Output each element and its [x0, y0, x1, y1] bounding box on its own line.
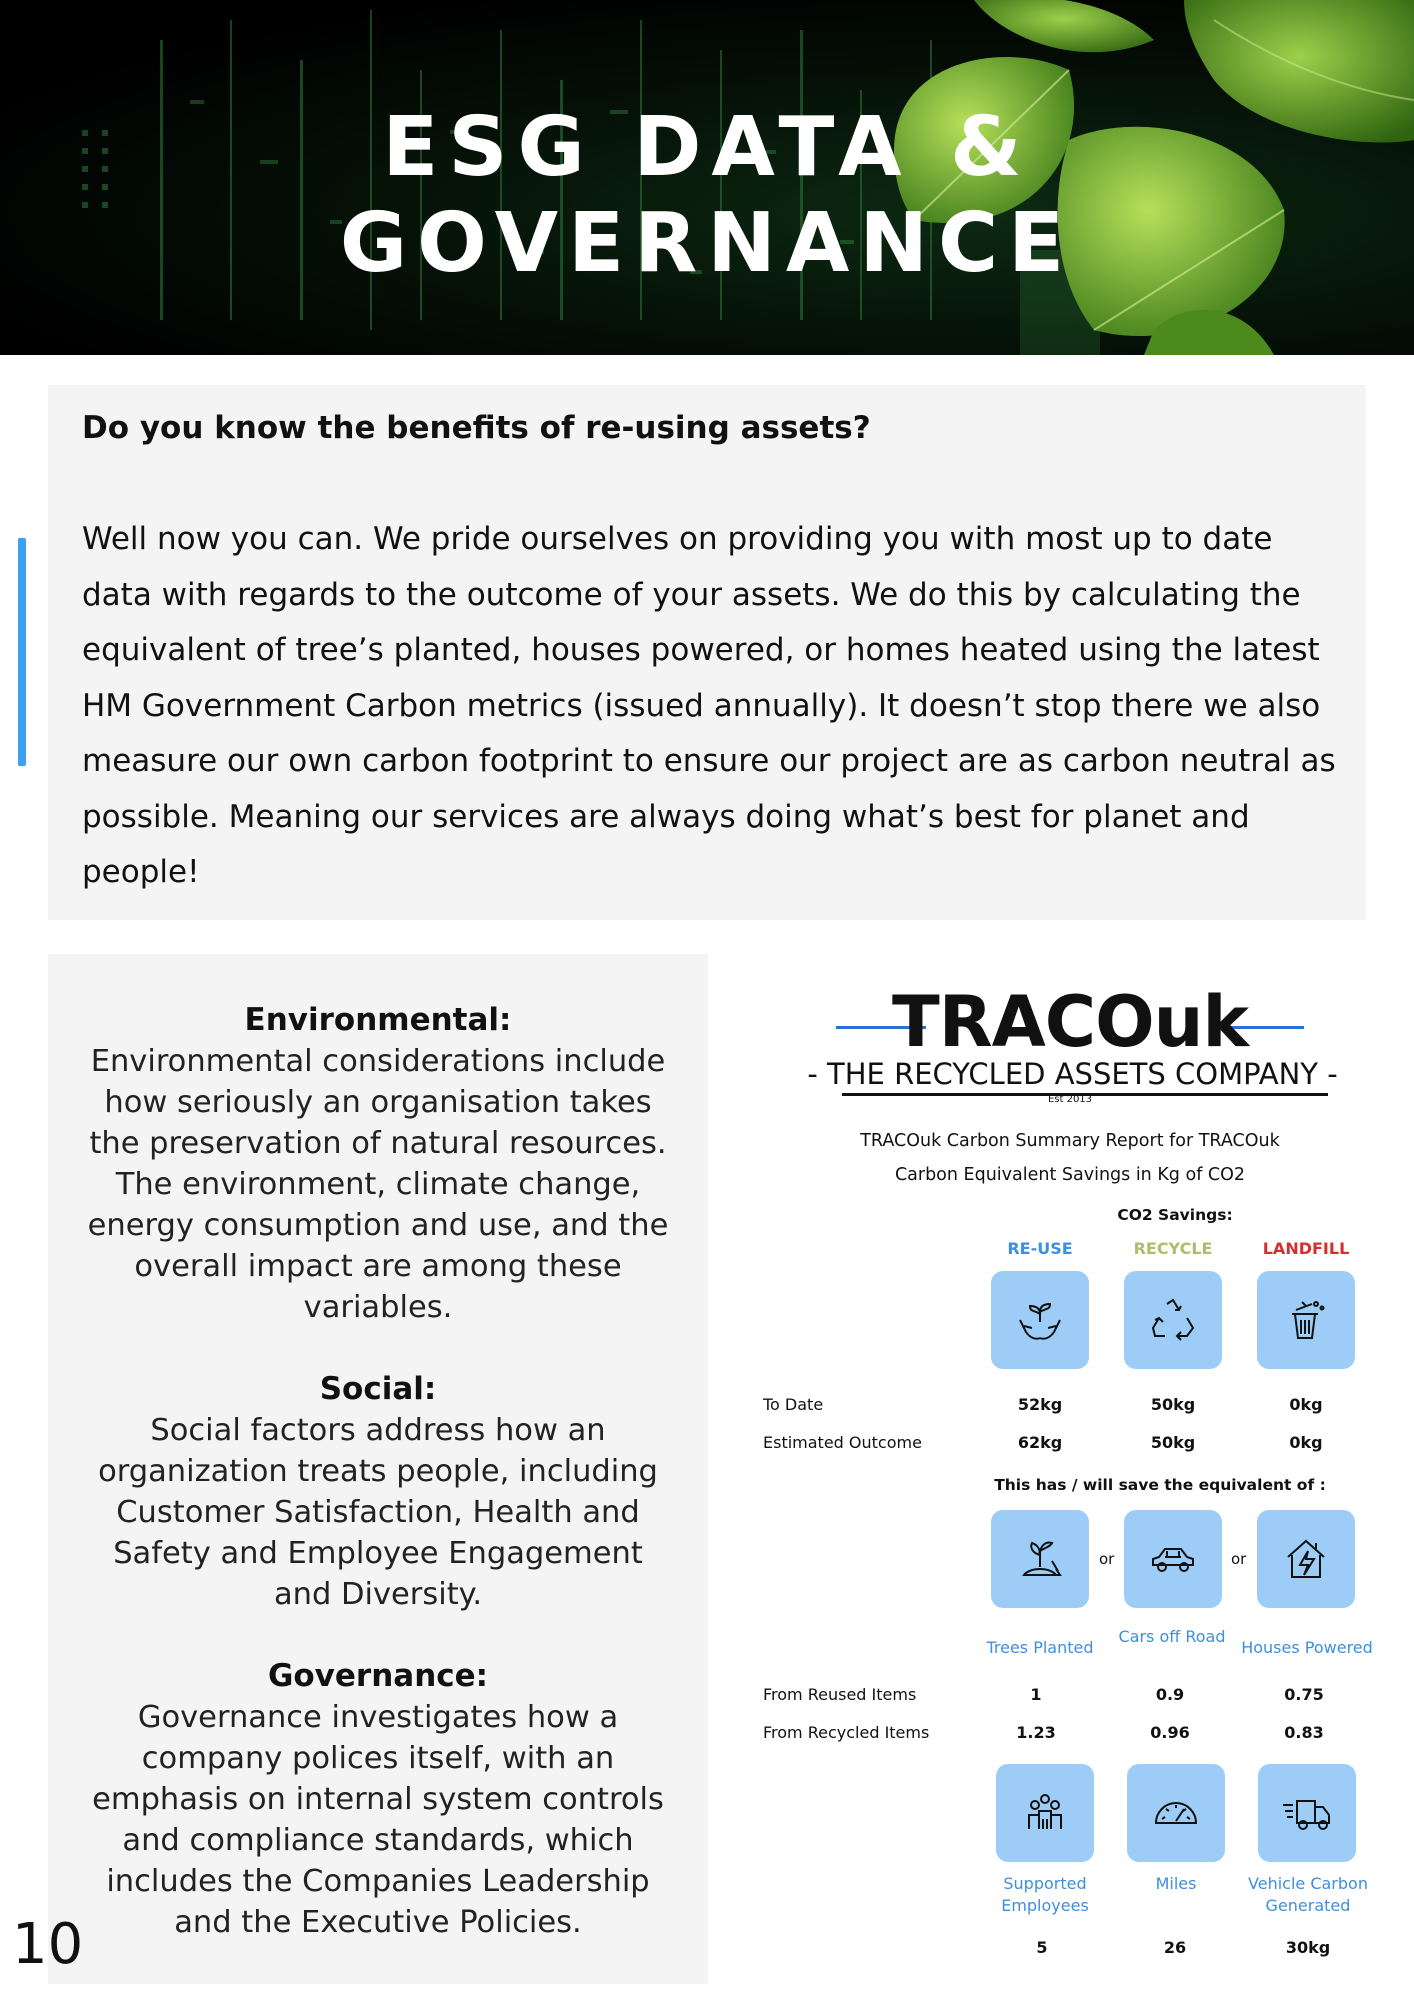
estimated-recycle: 50kg [1150, 1433, 1196, 1452]
column-reuse: RE-USE [1007, 1239, 1073, 1258]
miles-tile [1127, 1764, 1225, 1862]
row-label-to-date: To Date [763, 1395, 824, 1414]
recycled-cars: 0.96 [1150, 1723, 1190, 1742]
social-text: Social factors address how an organization treats people, including Customer Satisfaction, Health and Safety and Employee Engagement and Diversity. [98, 1413, 658, 1612]
to-date-reuse: 52kg [1017, 1395, 1063, 1414]
people-group-icon [1017, 1785, 1073, 1841]
reused-trees: 1 [1030, 1685, 1042, 1704]
row-label-recycled-items: From Recycled Items [763, 1723, 930, 1742]
trash-bin-icon [1278, 1292, 1334, 1348]
caption-houses-powered: Houses Powered [1241, 1638, 1373, 1657]
savings-heading: CO2 Savings: [1117, 1206, 1233, 1224]
governance-heading: Governance: [267, 1658, 489, 1694]
vehicle-carbon-value: 30kg [1285, 1938, 1331, 1957]
employees-value: 5 [1036, 1938, 1048, 1957]
recycle-icon [1145, 1292, 1201, 1348]
delivery-truck-icon [1279, 1785, 1335, 1841]
caption-cars-off-road: Cars off Road [1118, 1627, 1226, 1646]
governance-text: Governance investigates how a company polices itself, with an emphasis on internal system controls and compliance standards, which includes the Companies Leadership and the Executive Policies. [92, 1700, 664, 1940]
reused-houses: 0.75 [1284, 1685, 1324, 1704]
row-label-reused-items: From Reused Items [763, 1685, 917, 1704]
reuse-tile [991, 1271, 1089, 1369]
caption-supported-employees: Supported Employees [1001, 1874, 1089, 1915]
report-title: TRACOuk Carbon Summary Report for TRACOuk [860, 1131, 1280, 1151]
or-label-1: or [1099, 1550, 1115, 1568]
reused-cars: 0.9 [1155, 1685, 1185, 1704]
vehicle-tile [1258, 1764, 1356, 1862]
caption-trees-planted: Trees Planted [986, 1638, 1094, 1657]
recycled-houses: 0.83 [1284, 1723, 1324, 1742]
trees-tile [991, 1510, 1089, 1608]
landfill-tile [1257, 1271, 1355, 1369]
recycled-trees: 1.23 [1016, 1723, 1056, 1742]
row-label-estimated: Estimated Outcome [763, 1433, 922, 1452]
equivalent-heading: This has / will save the equivalent of : [994, 1476, 1326, 1494]
column-landfill: LANDFILL [1262, 1239, 1350, 1258]
report-subtitle: Carbon Equivalent Savings in Kg of CO2 [894, 1165, 1246, 1185]
company-logo: TRACOuk [891, 981, 1249, 1063]
governance-section [48, 1656, 708, 1943]
page-number: 10 [12, 1912, 84, 1977]
employees-tile [996, 1764, 1094, 1862]
company-logo-subtitle: - THE RECYCLED ASSETS COMPANY - [807, 1057, 1338, 1091]
caption-miles: Miles [1155, 1874, 1197, 1893]
social-section [48, 1369, 708, 1615]
cars-tile [1124, 1510, 1222, 1608]
hands-plant-icon [1012, 1292, 1068, 1348]
houses-tile [1257, 1510, 1355, 1608]
environmental-heading: Environmental: [244, 1002, 512, 1038]
intro-question: Do you know the benefits of re-using assets? [82, 410, 871, 446]
logo-est: Est 2013 [1047, 1094, 1093, 1105]
speedometer-icon [1148, 1785, 1204, 1841]
page-title-line2: GOVERNANCE [339, 196, 1075, 291]
page-title-line1: ESG DATA & [382, 100, 1032, 195]
to-date-recycle: 50kg [1150, 1395, 1196, 1414]
social-heading: Social: [319, 1371, 437, 1407]
accent-bar [18, 538, 26, 766]
tree-planting-icon [1012, 1531, 1068, 1587]
environmental-text: Environmental considerations include how seriously an organisation takes the preservation of natural resources. The environment, climate change, energy consumption and use, and the overall impact are among these variables. [87, 1044, 669, 1325]
header-banner [0, 0, 1414, 355]
environmental-section [48, 1000, 708, 1328]
estimated-landfill: 0kg [1289, 1433, 1323, 1452]
estimated-reuse: 62kg [1017, 1433, 1063, 1452]
car-icon [1145, 1531, 1201, 1587]
to-date-landfill: 0kg [1289, 1395, 1323, 1414]
house-power-icon [1278, 1531, 1334, 1587]
or-label-2: or [1231, 1550, 1247, 1568]
recycle-tile [1124, 1271, 1222, 1369]
intro-paragraph: Well now you can. We pride ourselves on providing you with most up to date data with regards to the outcome of your assets. We do this by calculating the equivalent of tree’s planted, houses powered, or homes heated using the latest HM Government Carbon metrics (issued annually). It doesn’t stop there we also measure our own carbon footprint to ensure our project are as carbon neutral as possible. Meaning our services are always doing what’s best for planet and people! [82, 521, 1336, 890]
miles-value: 26 [1163, 1938, 1187, 1957]
caption-vehicle-carbon: Vehicle Carbon Generated [1248, 1874, 1368, 1915]
column-recycle: RECYCLE [1133, 1239, 1213, 1258]
